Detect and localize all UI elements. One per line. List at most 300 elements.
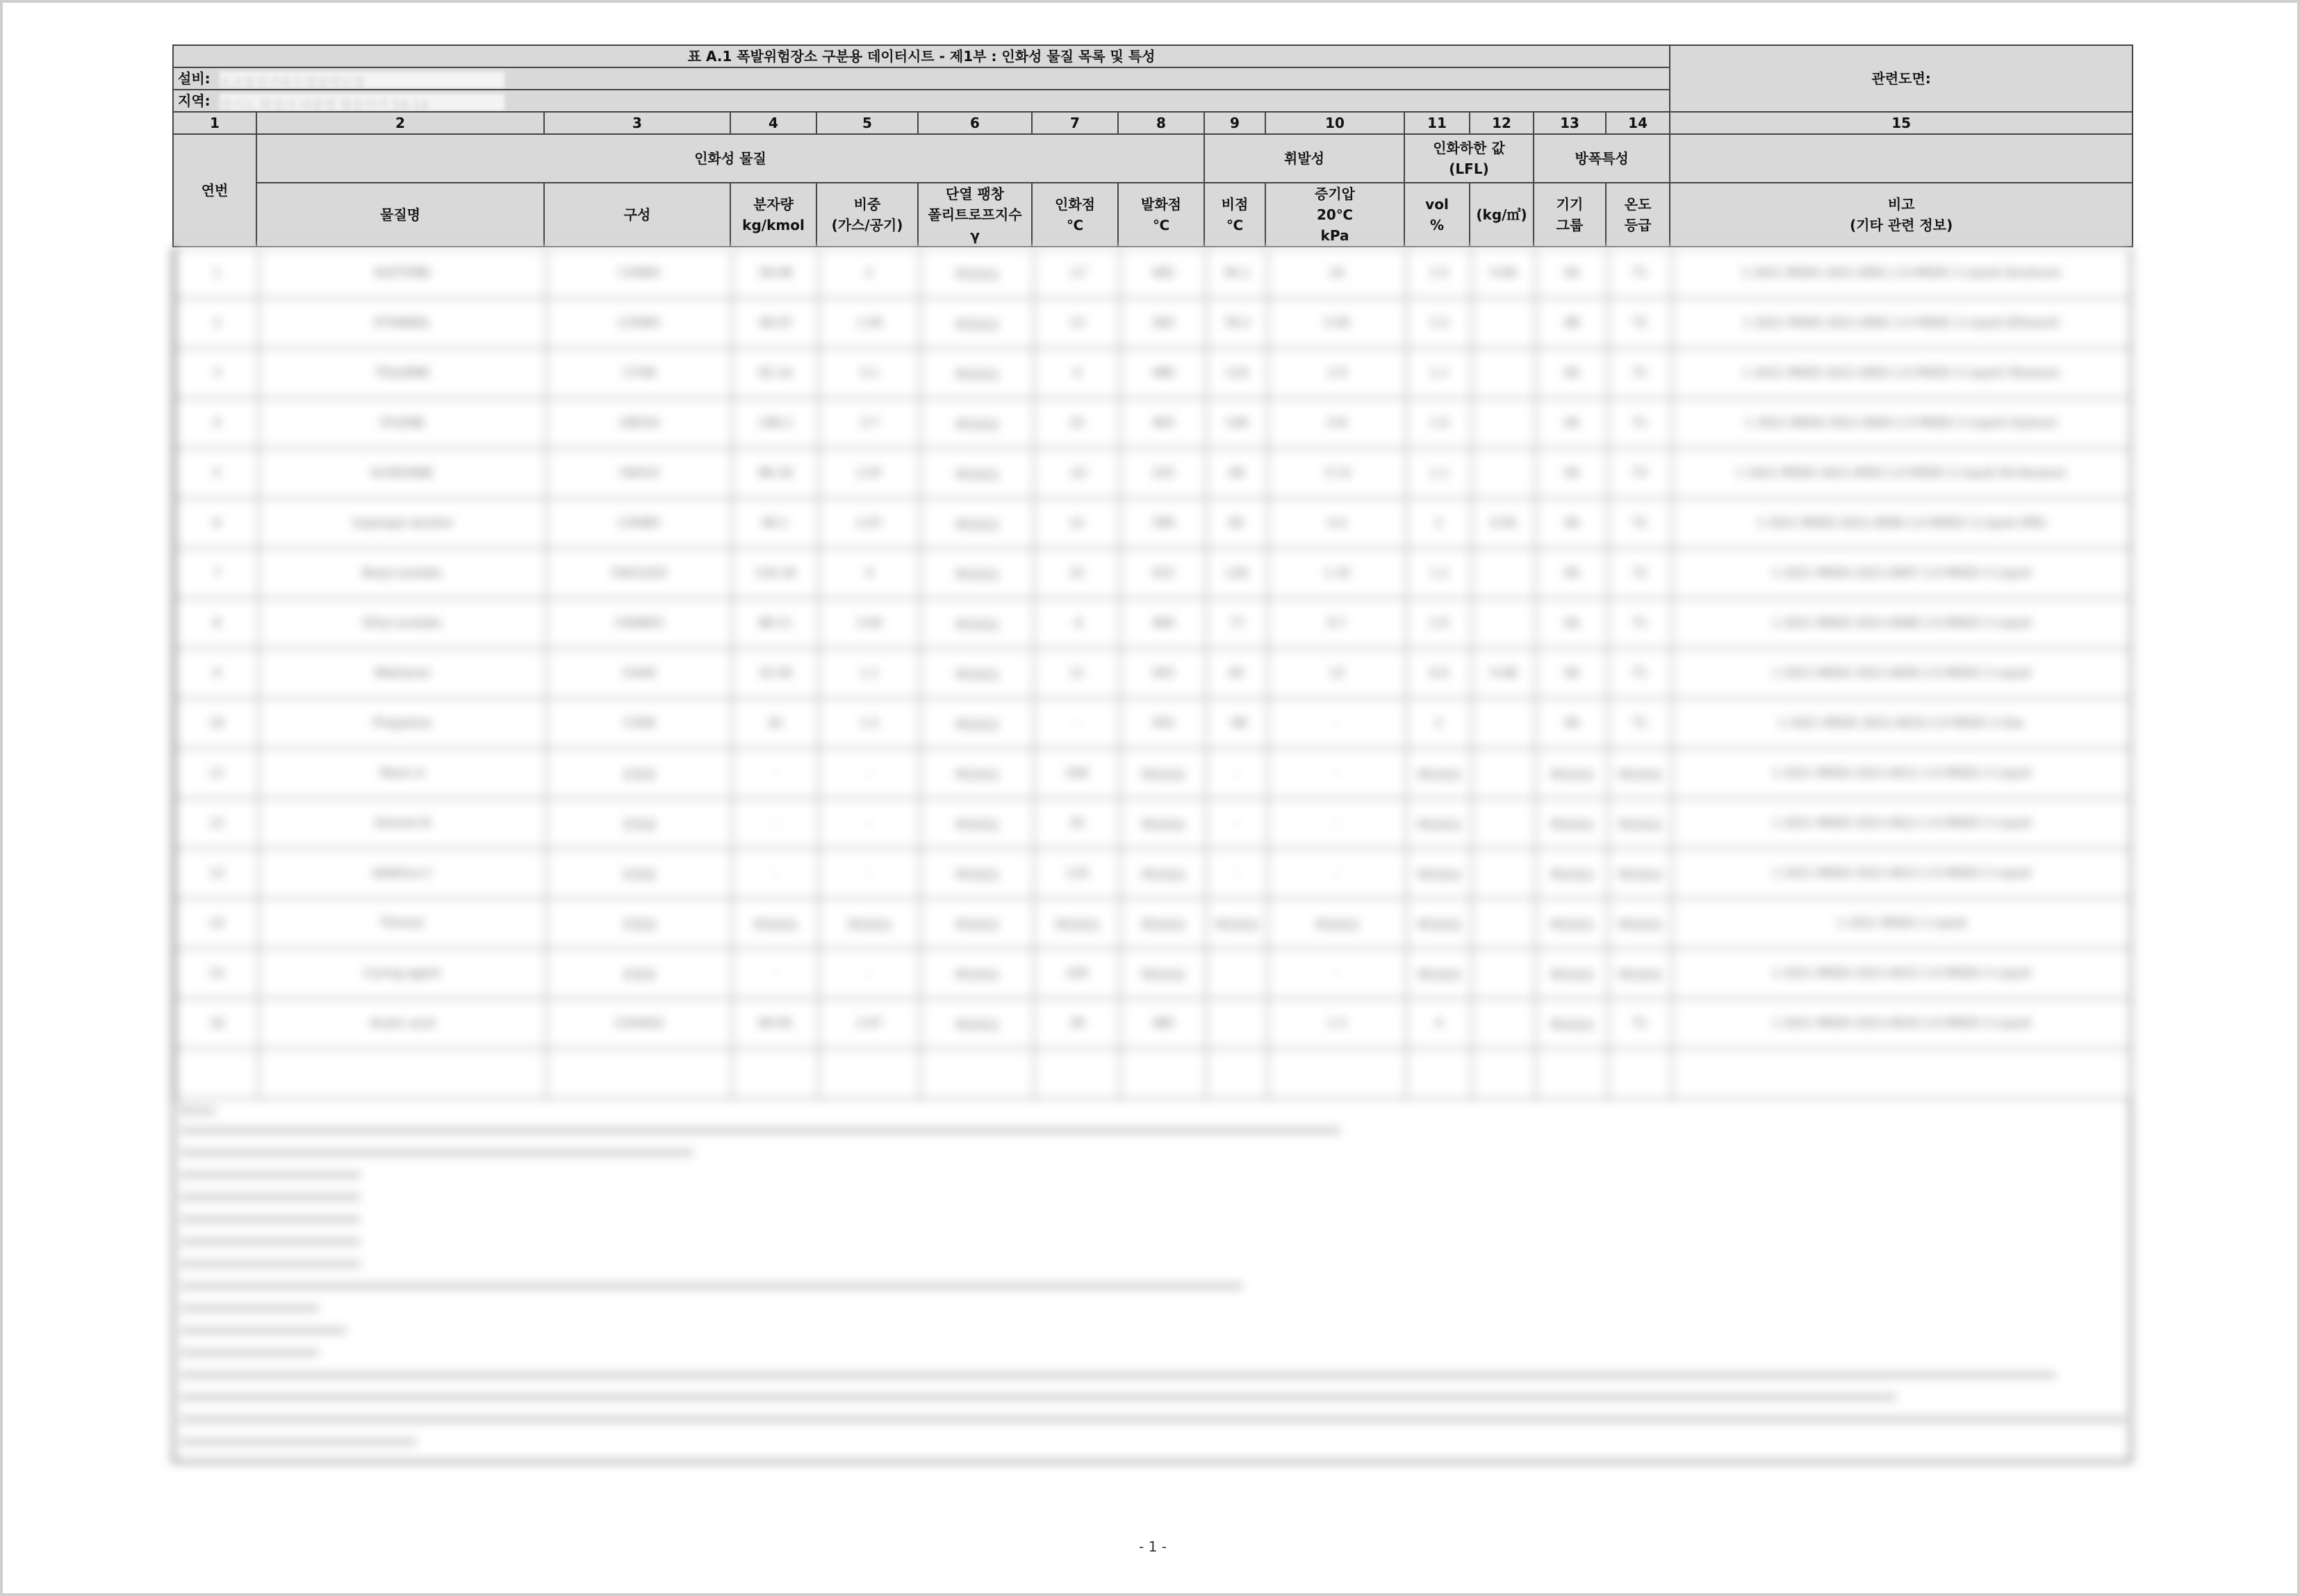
- table-cell-kg: [1472, 448, 1536, 498]
- table-cell-no: 13: [175, 848, 258, 898]
- table-cell-tc: T2: [1608, 548, 1672, 598]
- table-cell-comp: C8H10: [546, 398, 732, 448]
- table-cell-kg: 0.05: [1472, 498, 1536, 548]
- table-cell-ign: 480: [1120, 348, 1206, 398]
- table-cell-vp: 5.95: [1267, 298, 1406, 348]
- table-cell-bp: [1206, 998, 1267, 1048]
- table-cell-vp: [1267, 1048, 1406, 1099]
- table-cell-grp: 해당없음: [1536, 848, 1608, 898]
- table-cell-flash: -: [1034, 698, 1120, 748]
- table-cell-grp: IIA: [1536, 648, 1608, 698]
- table-cell-sg: 3.7: [819, 398, 920, 448]
- note-line: [180, 1238, 361, 1245]
- col-number-6: 6: [918, 112, 1032, 134]
- table-cell-mw: 60.1: [732, 498, 819, 548]
- table-row: [175, 948, 2130, 998]
- table-cell-kg: [1472, 548, 1536, 598]
- volatility-header: 휘발성: [1204, 134, 1404, 183]
- table-row: [175, 648, 2130, 698]
- table-cell-flash: 13: [1034, 298, 1120, 348]
- table-cell-vol: 1.0: [1406, 398, 1472, 448]
- table-cell-grp: IIA: [1536, 698, 1608, 748]
- table-cell-flash: 4: [1034, 348, 1120, 398]
- table-row: [175, 548, 2130, 598]
- table-cell-ign: 225: [1120, 448, 1206, 498]
- table-cell-vp: 24: [1267, 248, 1406, 298]
- table-cell-ign: 463: [1120, 398, 1206, 448]
- table-cell-name: Thinner: [258, 898, 546, 948]
- table-cell-flash: 22: [1034, 548, 1120, 598]
- table-cell-bp: -: [1206, 798, 1267, 848]
- table-cell-ign: 해당없음: [1120, 848, 1206, 898]
- table-cell-sg: -: [819, 798, 920, 848]
- table-cell-tc: T2: [1608, 298, 1672, 348]
- region-label: 지역:: [178, 92, 211, 109]
- table-cell-vp: 4.4: [1267, 498, 1406, 548]
- table-cell-flash: 200: [1034, 748, 1120, 798]
- table-row: [175, 748, 2130, 798]
- table-cell-note: [1672, 1048, 2130, 1099]
- table-cell-sg: -: [819, 948, 920, 998]
- table-cell-gamma: 해당없음: [920, 948, 1034, 998]
- table-cell-comp: 혼합물: [546, 798, 732, 848]
- table-cell-grp: IIB: [1536, 298, 1608, 348]
- col-number-13: 13: [1534, 112, 1606, 134]
- table-cell-bp: 78.2: [1206, 298, 1267, 348]
- table-cell-vp: 9.7: [1267, 598, 1406, 648]
- table-cell-flash: [1034, 1048, 1120, 1099]
- note-line: [180, 1283, 1243, 1290]
- table-cell-kg: [1472, 1048, 1536, 1099]
- table-row: [175, 298, 2130, 348]
- table-cell-gamma: 해당없음: [920, 698, 1034, 748]
- table-cell-vp: 13: [1267, 648, 1406, 698]
- table-cell-no: 15: [175, 948, 258, 998]
- table-cell-name: Additive C: [258, 848, 546, 898]
- table-cell-gamma: 해당없음: [920, 398, 1034, 448]
- table-cell-no: 4: [175, 398, 258, 448]
- table-row: [175, 1048, 2130, 1099]
- table-cell-flash: 39: [1034, 998, 1120, 1048]
- table-cell-flash: 110: [1034, 848, 1120, 898]
- table-cell-vol: 4: [1406, 998, 1472, 1048]
- note-line: [180, 1394, 1896, 1401]
- table-cell-comp: 혼합물: [546, 848, 732, 898]
- table-cell-sg: -: [819, 848, 920, 898]
- table-cell-gamma: 해당없음: [920, 898, 1034, 948]
- table-cell-name: Solvent B: [258, 798, 546, 848]
- table-cell-bp: 82: [1206, 498, 1267, 548]
- table-cell-tc: T3: [1608, 448, 1672, 498]
- column-number-row: [173, 112, 2133, 134]
- table-cell-note: 1 2021 MSDS 2 Liquid: [1672, 898, 2130, 948]
- table-cell-tc: [1608, 1048, 1672, 1099]
- table-cell-flash: 11: [1034, 648, 1120, 698]
- vapor-header: 증기압 20℃ kPa: [1265, 183, 1404, 247]
- notes-section: [174, 1099, 2130, 1461]
- table-cell-vp: -: [1267, 698, 1406, 748]
- note-line: [180, 1305, 319, 1312]
- table-row: [175, 398, 2130, 448]
- table-cell-flash: -17: [1034, 248, 1120, 298]
- table-cell-sg: 1.59: [819, 298, 920, 348]
- table-cell-ign: 399: [1120, 498, 1206, 548]
- table-cell-gamma: 해당없음: [920, 248, 1034, 298]
- table-cell-sg: [819, 1048, 920, 1099]
- table-cell-vp: 해당없음: [1267, 898, 1406, 948]
- table-cell-no: 3: [175, 348, 258, 398]
- sheet-title: 표 A.1 폭발위험장소 구분용 데이터시트 - 제1부 : 인화성 물질 목록 및 특성: [173, 45, 1670, 67]
- table-cell-name: Isopropyl alcohol: [258, 498, 546, 548]
- table-cell-mw: 116.16: [732, 548, 819, 598]
- table-cell-vol: 해당없음: [1406, 898, 1472, 948]
- table-cell-ign: 해당없음: [1120, 948, 1206, 998]
- col-number-5: 5: [816, 112, 918, 134]
- table-cell-tc: 해당없음: [1608, 898, 1672, 948]
- table-cell-mw: 46.07: [732, 298, 819, 348]
- table-cell-no: 10: [175, 698, 258, 748]
- table-cell-bp: 69: [1206, 448, 1267, 498]
- table-cell-vol: 1.2: [1406, 548, 1472, 598]
- table-cell-note: 1 2021 MSDS 2021-0007 2.0 MSDS 3 Liquid: [1672, 548, 2130, 598]
- table-row: [175, 898, 2130, 948]
- table-cell-tc: T2: [1608, 498, 1672, 548]
- table-cell-comp: C6H14: [546, 448, 732, 498]
- explosion-header: 방폭특성: [1534, 134, 1670, 183]
- note-line: [180, 1216, 361, 1223]
- table-cell-note: 1 2021 MSDS 2021-0013 2.0 MSDS 3 Liquid: [1672, 848, 2130, 898]
- gamma-header: 단열 팽창 폴리트로프지수 γ: [918, 183, 1032, 247]
- table-cell-vol: 해당없음: [1406, 748, 1472, 798]
- table-cell-kg: [1472, 748, 1536, 798]
- table-cell-kg: [1472, 398, 1536, 448]
- flash-header: 인화점 ℃: [1032, 183, 1118, 247]
- table-cell-comp: C3H6O: [546, 248, 732, 298]
- col-number-8: 8: [1118, 112, 1204, 134]
- table-cell-vp: -: [1267, 848, 1406, 898]
- table-cell-mw: 32.04: [732, 648, 819, 698]
- table-cell-mw: 해당없음: [732, 898, 819, 948]
- col-number-9: 9: [1204, 112, 1265, 134]
- sg-header: 비중 (가스/공기): [816, 183, 918, 247]
- table-cell-grp: IIA: [1536, 598, 1608, 648]
- table-cell-no: 16: [175, 998, 258, 1048]
- table-cell-kg: 0.08: [1472, 648, 1536, 698]
- table-cell-grp: [1536, 1048, 1608, 1099]
- table-cell-grp: IIA: [1536, 448, 1608, 498]
- table-cell-sg: 4: [819, 548, 920, 598]
- table-cell-bp: 77: [1206, 598, 1267, 648]
- table-cell-ign: 363: [1120, 298, 1206, 348]
- region-value-redacted: [220, 94, 504, 110]
- table-cell-vol: 2.0: [1406, 598, 1472, 648]
- table-cell-vol: 해당없음: [1406, 798, 1472, 848]
- remarks-group-header: [1670, 134, 2133, 183]
- table-cell-name: Butyl acetate: [258, 548, 546, 598]
- table-cell-kg: [1472, 298, 1536, 348]
- serial-header: 연번: [173, 134, 256, 247]
- table-cell-kg: [1472, 698, 1536, 748]
- note-line: [180, 1438, 416, 1445]
- col-number-7: 7: [1032, 112, 1118, 134]
- table-cell-sg: 3.1: [819, 348, 920, 398]
- table-cell-mw: 42: [732, 698, 819, 748]
- table-cell-grp: IIA: [1536, 348, 1608, 398]
- table-cell-bp: [1206, 1048, 1267, 1099]
- table-cell-tc: 해당없음: [1608, 948, 1672, 998]
- table-cell-grp: 해당없음: [1536, 898, 1608, 948]
- table-cell-name: ETHANOL: [258, 298, 546, 348]
- table-cell-grp: IIA: [1536, 398, 1608, 448]
- table-cell-flash: 25: [1034, 398, 1120, 448]
- table-cell-gamma: 해당없음: [920, 998, 1034, 1048]
- table-cell-no: [175, 1048, 258, 1099]
- table-cell-kg: [1472, 898, 1536, 948]
- table-row: [175, 598, 2130, 648]
- table-cell-vol: 2.5: [1406, 248, 1472, 298]
- col-number-15: 15: [1670, 112, 2133, 134]
- group-header-row: [173, 134, 2133, 183]
- table-cell-comp: 혼합물: [546, 898, 732, 948]
- table-cell-vp: 2.9: [1267, 348, 1406, 398]
- table-cell-mw: -: [732, 798, 819, 848]
- table-cell-note: 1 2021 MSDS 2021-0009 2.0 MSDS 3 Liquid: [1672, 648, 2130, 698]
- table-cell-no: 9: [175, 648, 258, 698]
- table-cell-comp: 혼합물: [546, 748, 732, 798]
- table-cell-ign: 465: [1120, 248, 1206, 298]
- table-cell-name: XYLENE: [258, 398, 546, 448]
- facility-value-redacted: [220, 72, 504, 88]
- note-line: [180, 1416, 2126, 1423]
- datasheet-header-table: [172, 44, 2133, 247]
- col-number-1: 1: [173, 112, 256, 134]
- table-cell-mw: 58.08: [732, 248, 819, 298]
- table-cell-name: [258, 1048, 546, 1099]
- table-cell-gamma: 해당없음: [920, 548, 1034, 598]
- facility-row: [173, 67, 1670, 90]
- table-cell-vp: -: [1267, 798, 1406, 848]
- note-line: [180, 1127, 1340, 1134]
- table-cell-mw: 60.05: [732, 998, 819, 1048]
- table-cell-note: 1 2021 MSDS 2021-0015 2.0 MSDS 3 Liquid: [1672, 948, 2130, 998]
- table-cell-sg: 2: [819, 248, 920, 298]
- table-cell-note: 1 2021 MSDS 2021-0003 2.0 MSDS 3 Liquid (Toluene): [1672, 348, 2130, 398]
- table-cell-bp: 56.1: [1206, 248, 1267, 298]
- table-cell-gamma: 해당없음: [920, 598, 1034, 648]
- col-number-10: 10: [1265, 112, 1404, 134]
- table-cell-tc: T1: [1608, 998, 1672, 1048]
- table-cell-sg: 2.97: [819, 448, 920, 498]
- col-number-4: 4: [730, 112, 816, 134]
- table-cell-gamma: 해당없음: [920, 298, 1034, 348]
- table-cell-mw: -: [732, 948, 819, 998]
- table-cell-gamma: 해당없음: [920, 448, 1034, 498]
- table-cell-sg: 해당없음: [819, 898, 920, 948]
- table-cell-mw: 88.11: [732, 598, 819, 648]
- table-cell-no: 2: [175, 298, 258, 348]
- table-cell-comp: C2H6O: [546, 298, 732, 348]
- note-line: [180, 1194, 361, 1201]
- table-cell-vp: 17.6: [1267, 448, 1406, 498]
- table-cell-comp: CH4O: [546, 648, 732, 698]
- facility-label: 설비:: [178, 70, 211, 87]
- table-cell-flash: -4: [1034, 598, 1120, 648]
- table-cell-vol: 해당없음: [1406, 848, 1472, 898]
- table-cell-bp: -: [1206, 848, 1267, 898]
- table-cell-no: 12: [175, 798, 258, 848]
- table-cell-comp: 혼합물: [546, 948, 732, 998]
- table-cell-grp: IIA: [1536, 548, 1608, 598]
- table-cell-flash: -22: [1034, 448, 1120, 498]
- table-cell-tc: T1: [1608, 698, 1672, 748]
- table-cell-kg: [1472, 848, 1536, 898]
- table-cell-comp: C3H6: [546, 698, 732, 748]
- table-cell-comp: C4H8O2: [546, 598, 732, 648]
- vol-header: vol %: [1404, 183, 1470, 247]
- facility-value: 보조발전기록조정상태모델: [219, 75, 365, 90]
- table-cell-ign: 460: [1120, 598, 1206, 648]
- table-cell-vp: 1.5: [1267, 998, 1406, 1048]
- table-cell-sg: 2.07: [819, 998, 920, 1048]
- col-number-2: 2: [256, 112, 544, 134]
- table-cell-bp: -: [1206, 748, 1267, 798]
- table-row: [175, 848, 2130, 898]
- table-cell-no: 1: [175, 248, 258, 298]
- table-cell-note: 1 2021 MSDS 2021-0012 2.0 MSDS 3 Liquid: [1672, 798, 2130, 848]
- table-cell-name: Methanol: [258, 648, 546, 698]
- table-cell-no: 8: [175, 598, 258, 648]
- table-cell-kg: 0.06: [1472, 248, 1536, 298]
- ignition-header: 발화점 ℃: [1118, 183, 1204, 247]
- table-cell-bp: 140: [1206, 398, 1267, 448]
- lfl-header: 인화하한 값 (LFL): [1404, 134, 1534, 183]
- remarks-header: 비고 (기타 관련 정보): [1670, 183, 2133, 247]
- table-cell-ign: 455: [1120, 698, 1206, 748]
- table-cell-kg: [1472, 598, 1536, 648]
- table-cell-tc: T1: [1608, 348, 1672, 398]
- table-cell-comp: C7H8: [546, 348, 732, 398]
- table-cell-tc: T1: [1608, 398, 1672, 448]
- col-number-3: 3: [544, 112, 730, 134]
- table-cell-sg: 3.04: [819, 598, 920, 648]
- page-number: - 1 -: [1139, 1538, 1167, 1555]
- table-cell-grp: IIA: [1536, 498, 1608, 548]
- table-row: [175, 498, 2130, 548]
- table-cell-vol: 1.1: [1406, 448, 1472, 498]
- table-cell-ign: 485: [1120, 998, 1206, 1048]
- table-cell-grp: 해당없음: [1536, 748, 1608, 798]
- col-number-14: 14: [1606, 112, 1670, 134]
- table-cell-tc: 해당없음: [1608, 748, 1672, 798]
- table-cell-vol: 2: [1406, 698, 1472, 748]
- table-cell-bp: -48: [1206, 698, 1267, 748]
- table-cell-grp: 해당없음: [1536, 998, 1608, 1048]
- table-cell-bp: 110: [1206, 348, 1267, 398]
- note-line: [180, 1260, 361, 1267]
- table-cell-name: N-HEXANE: [258, 448, 546, 498]
- table-cell-gamma: 해당없음: [920, 348, 1034, 398]
- table-cell-bp: [1206, 948, 1267, 998]
- table-cell-ign: 해당없음: [1120, 898, 1206, 948]
- table-cell-sg: 1.5: [819, 698, 920, 748]
- table-cell-no: 11: [175, 748, 258, 798]
- table-cell-gamma: 해당없음: [920, 748, 1034, 798]
- table-cell-note: 1 2021 MSDS 2021-0006 2.0 MSDS 3 Liquid (IPA): [1672, 498, 2130, 548]
- table-cell-flash: 105: [1034, 948, 1120, 998]
- table-cell-ign: 해당없음: [1120, 748, 1206, 798]
- related-drawing-label: 관련도면:: [1670, 45, 2133, 112]
- table-cell-vp: 1.33: [1267, 548, 1406, 598]
- note-line: [180, 1171, 361, 1178]
- table-cell-no: 7: [175, 548, 258, 598]
- sub-header-row: [173, 183, 2133, 247]
- table-row: [175, 698, 2130, 748]
- col-number-11: 11: [1404, 112, 1470, 134]
- table-cell-vol: 1.1: [1406, 348, 1472, 398]
- table-cell-name: TOLUENE: [258, 348, 546, 398]
- table-cell-mw: -: [732, 748, 819, 798]
- table-cell-name: Ethyl acetate: [258, 598, 546, 648]
- table-cell-vol: 6.0: [1406, 648, 1472, 698]
- table-cell-vol: 해당없음: [1406, 948, 1472, 998]
- table-cell-sg: -: [819, 748, 920, 798]
- group-header: 기기 그룹: [1534, 183, 1606, 247]
- table-cell-no: 14: [175, 898, 258, 948]
- table-cell-kg: [1472, 998, 1536, 1048]
- table-cell-kg: [1472, 948, 1536, 998]
- table-cell-gamma: 해당없음: [920, 648, 1034, 698]
- table-row: [175, 248, 2130, 298]
- table-cell-flash: 35: [1034, 798, 1120, 848]
- table-cell-grp: 해당없음: [1536, 798, 1608, 848]
- table-cell-note: 1 2021 MSDS 2021-0016 2.0 MSDS 3 Liquid: [1672, 998, 2130, 1048]
- table-cell-name: Resin A: [258, 748, 546, 798]
- table-cell-no: 6: [175, 498, 258, 548]
- table-cell-vp: 0.8: [1267, 398, 1406, 448]
- table-cell-note: 1 2021 MSDS 2021-0001 2.0 MSDS 3 Liquid (Acetone): [1672, 248, 2130, 298]
- datasheet: [172, 44, 2132, 1463]
- table-cell-note: 1 2021 MSDS 2021-0005 2.0 MSDS 3 Liquid (N-Hexane): [1672, 448, 2130, 498]
- region-value: 경기도 화성시 비봉면 함동이가 50-14: [219, 97, 429, 112]
- name-header: 물질명: [256, 183, 544, 247]
- table-cell-flash: 12: [1034, 498, 1120, 548]
- table-cell-note: 1 2021 MSDS 2021-0008 2.0 MSDS 3 Liquid: [1672, 598, 2130, 648]
- table-cell-mw: 86.18: [732, 448, 819, 498]
- table-cell-name: ACETONE: [258, 248, 546, 298]
- table-cell-bp: 해당없음: [1206, 898, 1267, 948]
- region-row: [173, 90, 1670, 112]
- table-cell-ign: [1120, 1048, 1206, 1099]
- notes-label: Notes: [180, 1103, 216, 1118]
- note-line: [180, 1149, 694, 1156]
- table-cell-name: Propylene: [258, 698, 546, 748]
- table-cell-gamma: [920, 1048, 1034, 1099]
- table-cell-bp: 65: [1206, 648, 1267, 698]
- table-cell-note: 1 2021 MSDS 2021-0010 2.0 MSDS 3 Gas: [1672, 698, 2130, 748]
- table-cell-name: Acetic acid: [258, 998, 546, 1048]
- table-cell-vol: [1406, 1048, 1472, 1099]
- table-cell-vol: 3.3: [1406, 298, 1472, 348]
- table-cell-note: 1 2021 MSDS 2021-0004 2.0 MSDS 3 Liquid (Xylene): [1672, 398, 2130, 448]
- table-cell-mw: 92.14: [732, 348, 819, 398]
- table-cell-vp: -: [1267, 948, 1406, 998]
- note-line: [180, 1372, 2056, 1379]
- table-cell-vol: 2: [1406, 498, 1472, 548]
- note-line: [180, 1327, 347, 1334]
- table-cell-ign: 해당없음: [1120, 798, 1206, 848]
- flammable-header: 인화성 물질: [256, 134, 1204, 183]
- table-cell-mw: -: [732, 848, 819, 898]
